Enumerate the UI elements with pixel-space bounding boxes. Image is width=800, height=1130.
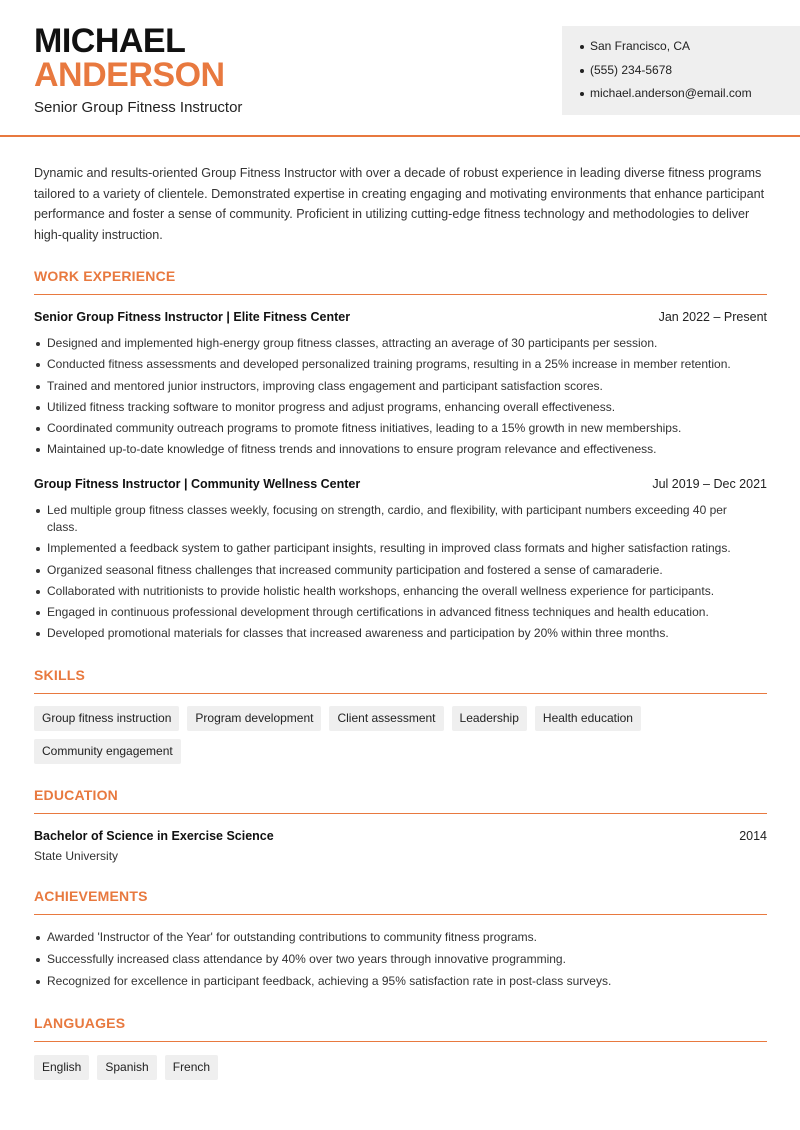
resume-header: [0, 0, 800, 137]
skill-tag: Program development: [187, 706, 321, 731]
list-item: Successfully increased class attendance by 40% over two years through innovative programming.: [34, 951, 767, 968]
skill-tag: Leadership: [452, 706, 527, 731]
achievements-heading: ACHIEVEMENTS: [34, 888, 767, 915]
job-dates: Jan 2022 – Present: [658, 310, 767, 324]
contact-email: michael.anderson@email.com: [580, 86, 800, 110]
job-header: [34, 477, 767, 491]
list-item: Trained and mentored junior instructors, improving class engagement and participant satisfaction scores.: [34, 378, 767, 395]
bullet-icon: [580, 45, 584, 49]
job-dates: Jul 2019 – Dec 2021: [652, 477, 767, 491]
bullet-icon: [580, 69, 584, 73]
languages-heading: LANGUAGES: [34, 1015, 767, 1042]
job-header: [34, 310, 767, 324]
skills-list: [34, 706, 674, 764]
last-name: ANDERSON: [34, 56, 225, 94]
skill-tag: Client assessment: [329, 706, 443, 731]
list-item: Recognized for excellence in participant feedback, achieving a 95% satisfaction rate in post-class surveys.: [34, 973, 767, 990]
list-item: Organized seasonal fitness challenges that increased community participation and fostered a sense of camaraderie.: [34, 562, 754, 579]
list-item: Utilized fitness tracking software to monitor progress and adjust programs, enhancing overall effectiveness.: [34, 399, 767, 416]
list-item: Designed and implemented high-energy group fitness classes, attracting an average of 30 participants per session.: [34, 335, 767, 352]
language-tag: English: [34, 1055, 89, 1080]
job-bullets: [34, 335, 767, 463]
list-item: Led multiple group fitness classes weekly, focusing on strength, cardio, and flexibility, with participant numbers exceeding 40 per class.: [34, 502, 754, 536]
education-heading: EDUCATION: [34, 787, 767, 814]
job-role: Senior Group Fitness Instructor | Elite Fitness Center: [34, 310, 351, 324]
graduation-year: 2014: [739, 829, 767, 843]
school-name: State University: [34, 849, 119, 863]
contact-box: [562, 26, 800, 115]
bullet-icon: [580, 92, 584, 96]
degree: Bachelor of Science in Exercise Science: [34, 829, 274, 843]
list-item: Awarded 'Instructor of the Year' for outstanding contributions to community fitness programs.: [34, 929, 767, 946]
job-title: Senior Group Fitness Instructor: [34, 99, 243, 116]
skill-tag: Community engagement: [34, 739, 181, 764]
education-header: [34, 829, 767, 843]
achievements-list: [34, 929, 767, 994]
list-item: Conducted fitness assessments and developed personalized training programs, resulting in a 25% increase in member retention.: [34, 356, 767, 373]
list-item: Engaged in continuous professional development through certifications in advanced fitness techniques and health education.: [34, 604, 754, 621]
contact-phone: (555) 234-5678: [580, 63, 800, 87]
list-item: Implemented a feedback system to gather participant insights, resulting in improved class formats and higher satisfaction ratings.: [34, 540, 754, 557]
list-item: Developed promotional materials for classes that increased awareness and participation by 20% within three months.: [34, 625, 754, 642]
list-item: Coordinated community outreach programs to promote fitness initiatives, leading to a 15% growth in new memberships.: [34, 420, 767, 437]
first-name: MICHAEL: [34, 22, 186, 60]
language-tag: French: [165, 1055, 218, 1080]
list-item: Collaborated with nutritionists to provide holistic health workshops, enhancing the overall wellness experience for participants.: [34, 583, 754, 600]
work-experience-heading: WORK EXPERIENCE: [34, 268, 767, 295]
language-tag: Spanish: [97, 1055, 156, 1080]
skill-tag: Health education: [535, 706, 641, 731]
job-role: Group Fitness Instructor | Community Wellness Center: [34, 477, 361, 491]
contact-location: San Francisco, CA: [580, 39, 800, 63]
job-bullets: [34, 502, 754, 647]
summary-paragraph: Dynamic and results-oriented Group Fitness Instructor with over a decade of robust experience in leading diverse fitness programs tailored to a variety of clientele. Demonstrated expertise in creating engaging and motivating environments that enhance participant performance and foster a sense of community. Proficient in utilizing cutting-edge fitness technology and methodologies to deliver high-quality instruction.: [34, 166, 765, 243]
list-item: Maintained up-to-date knowledge of fitness trends and innovations to ensure program relevance and effectiveness.: [34, 441, 767, 458]
skills-heading: SKILLS: [34, 667, 767, 694]
languages-list: [34, 1055, 767, 1080]
skill-tag: Group fitness instruction: [34, 706, 179, 731]
